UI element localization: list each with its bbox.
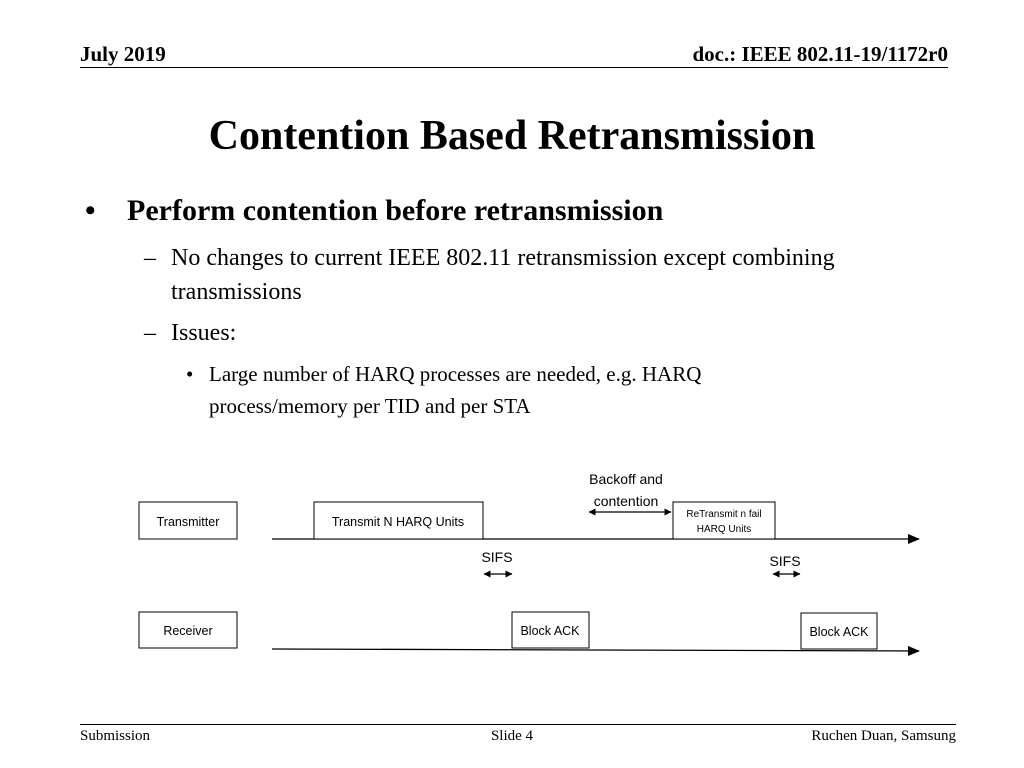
- backoff-label-line1: Backoff and: [589, 471, 663, 487]
- sifs-label-2: SIFS: [769, 553, 801, 569]
- receiver-box: [139, 612, 237, 648]
- footer-slide-number: Slide 4: [490, 728, 534, 744]
- harq-timeline-diagram: [0, 460, 1024, 670]
- footer-author: Ruchen Duan, Samsung: [811, 728, 956, 744]
- retransmit-label-line2: HARQ Units: [696, 524, 752, 535]
- header-date: July 2019: [80, 42, 166, 66]
- bullet-main-text: Perform contention before retransmission: [127, 194, 664, 227]
- block-ack-label-1: Block ACK: [520, 624, 580, 638]
- footer-submission: Submission: [80, 728, 151, 744]
- bullet-dot: •: [186, 362, 194, 386]
- sifs-label-1: SIFS: [481, 549, 513, 565]
- slide-title: Contention Based Retransmission: [208, 113, 816, 159]
- transmit-harq-units-box: [314, 502, 483, 539]
- block-ack-label-2: Block ACK: [809, 625, 869, 639]
- retransmit-box: [673, 502, 775, 539]
- transmitter-box: [139, 502, 237, 539]
- bullet-dash: –: [144, 320, 156, 346]
- transmit-harq-units-label: Transmit N HARQ Units: [331, 515, 465, 529]
- bullet-dash: –: [144, 245, 156, 271]
- bullet-sub-1-text: No changes to current IEEE 802.11 retransmission except combining transmissions: [171, 245, 835, 305]
- bullet-sub-2-text: Issues:: [171, 320, 237, 346]
- header-divider: [80, 67, 948, 68]
- bullet-sub-2-1-text: Large number of HARQ processes are needed, e.g. HARQ process/memory per TID and per STA: [209, 362, 702, 418]
- block-ack-box-1: [512, 612, 589, 648]
- receiver-label: Receiver: [163, 624, 213, 638]
- header-doc-id: doc.: IEEE 802.11-19/1172r0: [692, 42, 948, 66]
- transmitter-label: Transmitter: [156, 515, 220, 529]
- backoff-label-line2: contention: [593, 493, 659, 509]
- block-ack-box-2: [801, 613, 877, 649]
- bullet-main: [85, 194, 663, 228]
- footer-divider: [80, 724, 956, 725]
- bullet-dot: •: [85, 194, 96, 227]
- retransmit-label-line1: ReTransmit n fail: [686, 509, 762, 520]
